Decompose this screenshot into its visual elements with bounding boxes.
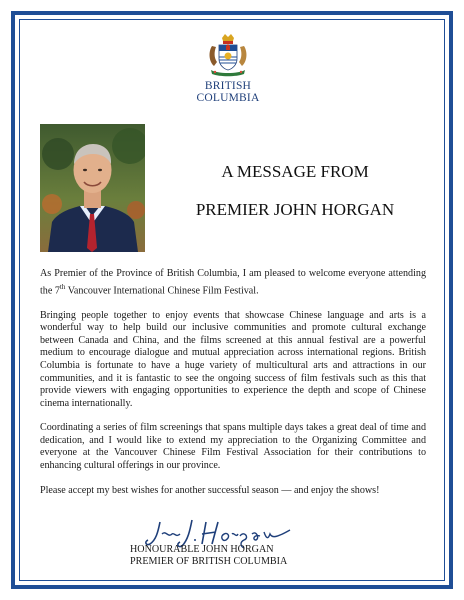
paragraph-3: Coordinating a series of film screenings that spans multiple days takes a great deal of time and dedication, and I would like to extend my appreciation to the Organizing Committee and everyone at the Vancouver Chinese Film Festival Association for their contributions to enhancing cultural offerings in our province. (40, 422, 426, 472)
paragraph-2: Bringing people together to enjoy events that showcase Chinese language and arts is a wonderful way to help build our inclusive communities and promote cultural exchange between Canada and China, and the films screened at this annual festival are a powerful medium to encourage dialogue and mutual appreciation across international regions. British Columbia is fortunate to have a huge variety of multicultural arts and attractions in our communities, and it is fantastic to see the ongoing success of film festivals such as this that provide viewers with engaging opportunities to experience the depth and scope of Chinese cinema internationally. (40, 309, 426, 409)
message-heading-line1: A MESSAGE FROM (221, 162, 369, 181)
bc-wordmark-line1: BRITISH (204, 80, 252, 92)
bc-wordmark-line2: COLUMBIA (196, 92, 260, 104)
premier-portrait-image (40, 124, 145, 252)
message-heading-line2: PREMIER JOHN HORGAN (195, 200, 395, 219)
paragraph-1: As Premier of the Province of British Columbia, I am pleased to welcome everyone attending the 7th Vancouver International Chinese Film Festival. (40, 268, 426, 296)
paragraph-4: Please accept my best wishes for another successful season — and enjoy the shows! (40, 484, 380, 496)
signatory-title: PREMIER OF BRITISH COLUMBIA (130, 556, 288, 567)
message-body (40, 268, 426, 509)
bc-coat-of-arms-icon (206, 32, 250, 78)
signatory-name: HONOURABLE JOHN HORGAN (130, 544, 274, 555)
